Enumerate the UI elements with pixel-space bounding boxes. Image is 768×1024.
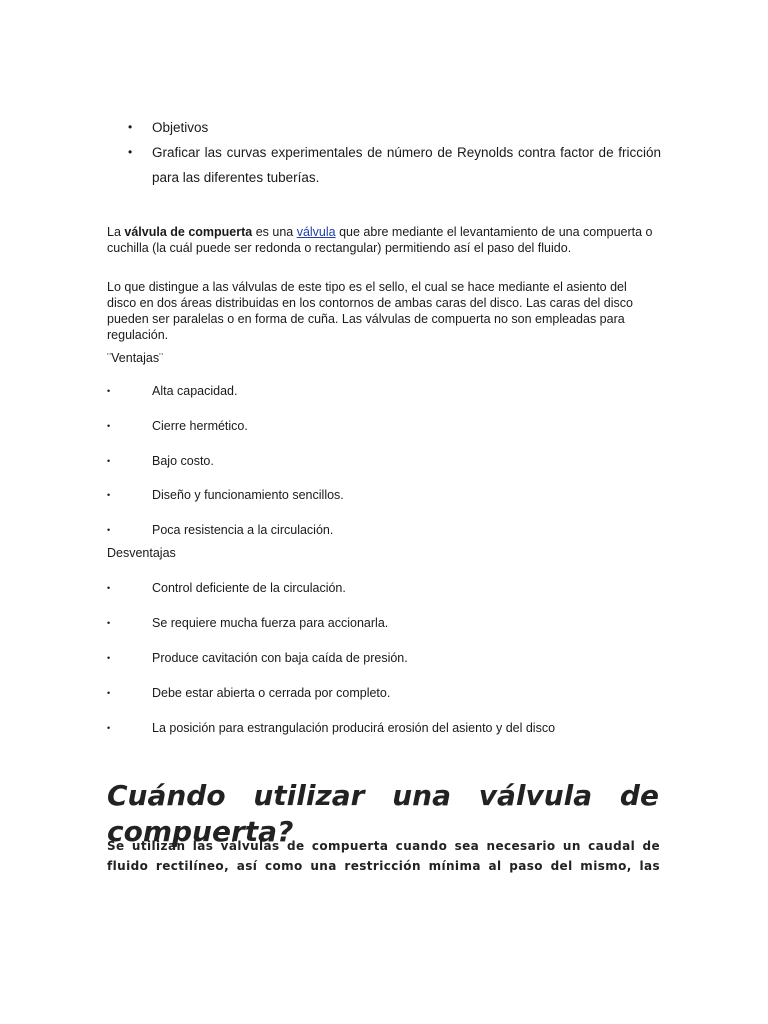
heading-word: una — [392, 779, 451, 812]
list-item-text: Cierre hermético. — [152, 419, 248, 433]
list-item-text: Produce cavitación con baja caída de presión. — [152, 651, 408, 665]
ventajas-title: ¨Ventajas¨ — [107, 351, 164, 365]
list-item-text: La posición para estrangulación producirá erosión del asiento y del disco — [152, 721, 556, 735]
intro-paragraph — [107, 224, 659, 256]
bullet-icon: • — [107, 456, 111, 466]
bullet-icon: • — [107, 490, 111, 500]
heading-line-2: compuerta? — [107, 815, 294, 848]
bullet-icon: • — [107, 525, 111, 535]
bullet-icon: • — [107, 421, 111, 431]
intro-bold-term: válvula de compuerta — [124, 225, 253, 239]
list-item — [128, 115, 661, 140]
heading-word: Cuándo — [107, 779, 226, 812]
bullet-icon: • — [107, 618, 111, 628]
list-item — [128, 140, 661, 190]
list-item-text: Se requiere mucha fuerza para accionarla. — [152, 616, 389, 630]
intro-prefix: La — [107, 225, 125, 239]
bullet-icon: • — [107, 723, 111, 733]
list-item-text: Diseño y funcionamiento sencillos. — [152, 488, 344, 502]
desventajas-title: Desventajas — [107, 546, 176, 560]
list-item-text: Objetivos — [152, 120, 209, 135]
list-item-text: Graficar las curvas experimentales de número de Reynolds contra factor de fricción para las diferentes tuberías. — [152, 145, 661, 185]
intro-suffix: que abre mediante el levantamiento de una compuerta o cuchilla (la cuál puede ser redonda o rectangular) permitiendo así el paso del fluido. — [107, 225, 653, 255]
heading-word: válvula — [478, 779, 593, 812]
list-item-text: Poca resistencia a la circulación. — [152, 523, 334, 537]
usage-paragraph: Se utilizan las válvulas de compuerta cuando sea necesario un caudal de fluido rectilíneo, así como una restricción mínima al paso del mismo, las — [107, 839, 660, 873]
list-item-text: Control deficiente de la circulación. — [152, 581, 346, 595]
list-item-text: Bajo costo. — [152, 454, 214, 468]
valvula-link[interactable]: válvula — [296, 225, 336, 239]
intro-middle: es una — [252, 225, 297, 239]
bullet-icon: • — [128, 145, 133, 159]
bullet-icon: • — [107, 583, 111, 593]
list-item-text: Debe estar abierta o cerrada por completo. — [152, 686, 391, 700]
heading-word: utilizar — [253, 779, 365, 812]
bullet-icon: • — [128, 120, 133, 134]
seal-paragraph: Lo que distingue a las válvulas de este tipo es el sello, el cual se hace mediante el asiento del disco en dos áreas distribuidas en los contornos de ambas caras del disco. Las caras del disco pueden ser paralelas o en forma de cuña. Las válvulas de compuerta no son empleadas para regulación. — [107, 280, 633, 342]
objectives-list — [128, 115, 661, 190]
bullet-icon: • — [107, 688, 111, 698]
heading-word: de — [619, 779, 659, 812]
bullet-icon: • — [107, 653, 111, 663]
bullet-icon: • — [107, 386, 111, 396]
heading-line-1 — [107, 778, 659, 814]
list-item-text: Alta capacidad. — [152, 384, 238, 398]
